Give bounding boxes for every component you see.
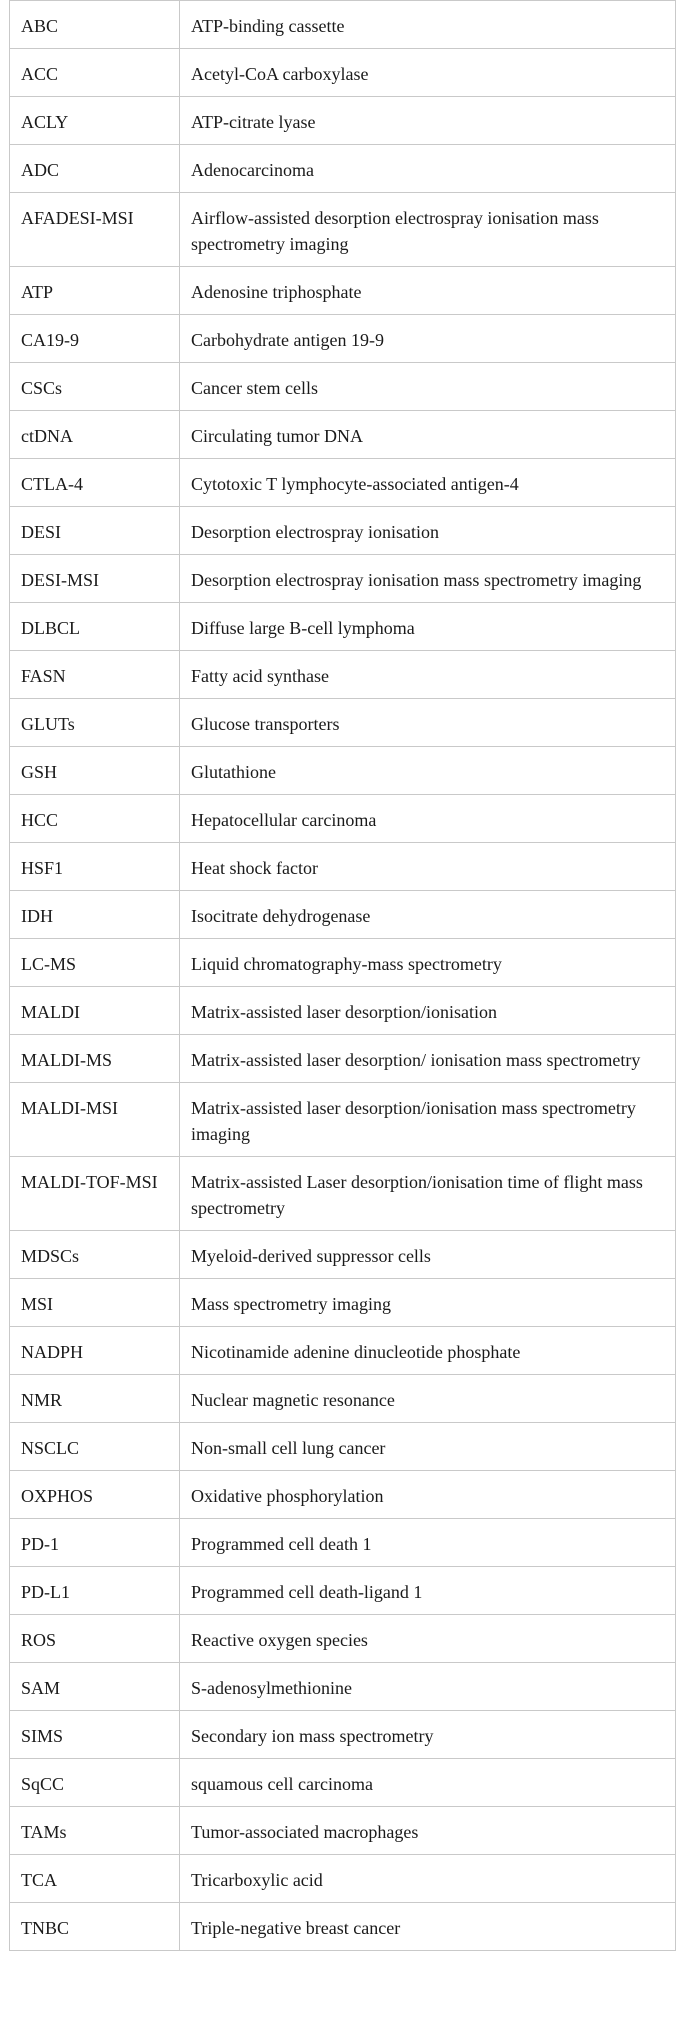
table-row: [10, 1759, 676, 1807]
abbreviation-cell: PD-L1: [10, 1567, 180, 1615]
definition-cell: Programmed cell death-ligand 1: [180, 1567, 676, 1615]
abbreviation-cell: TNBC: [10, 1903, 180, 1951]
abbreviation-cell: GSH: [10, 747, 180, 795]
table-row: [10, 555, 676, 603]
definition-cell: Circulating tumor DNA: [180, 411, 676, 459]
table-row: [10, 1711, 676, 1759]
definition-cell: Mass spectrometry imaging: [180, 1279, 676, 1327]
definition-cell: Glutathione: [180, 747, 676, 795]
table-row: [10, 1157, 676, 1231]
abbreviations-table: [9, 0, 676, 1951]
table-row: [10, 1375, 676, 1423]
table-row: [10, 49, 676, 97]
abbreviations-table-body: [10, 1, 676, 1951]
abbreviation-cell: HCC: [10, 795, 180, 843]
definition-cell: Adenosine triphosphate: [180, 267, 676, 315]
table-row: [10, 1567, 676, 1615]
definition-cell: Liquid chromatography-mass spectrometry: [180, 939, 676, 987]
table-row: [10, 1855, 676, 1903]
table-row: [10, 795, 676, 843]
table-row: [10, 1471, 676, 1519]
abbreviation-cell: DESI-MSI: [10, 555, 180, 603]
abbreviation-cell: MALDI-MS: [10, 1035, 180, 1083]
abbreviation-cell: FASN: [10, 651, 180, 699]
definition-cell: Tumor-associated macrophages: [180, 1807, 676, 1855]
table-row: [10, 843, 676, 891]
table-row: [10, 193, 676, 267]
table-row: [10, 987, 676, 1035]
definition-cell: Cancer stem cells: [180, 363, 676, 411]
definition-cell: S-adenosylmethionine: [180, 1663, 676, 1711]
abbreviation-cell: IDH: [10, 891, 180, 939]
abbreviation-cell: TCA: [10, 1855, 180, 1903]
abbreviation-cell: NMR: [10, 1375, 180, 1423]
table-row: [10, 1519, 676, 1567]
table-row: [10, 651, 676, 699]
abbreviation-cell: OXPHOS: [10, 1471, 180, 1519]
abbreviation-cell: SIMS: [10, 1711, 180, 1759]
definition-cell: Matrix-assisted laser desorption/ionisation mass spectrometry imaging: [180, 1083, 676, 1157]
definition-cell: Airflow-assisted desorption electrospray ionisation mass spectrometry imaging: [180, 193, 676, 267]
table-row: [10, 603, 676, 651]
table-row: [10, 1423, 676, 1471]
table-row: [10, 1279, 676, 1327]
table-row: [10, 1903, 676, 1951]
table-row: [10, 699, 676, 747]
table-row: [10, 1327, 676, 1375]
abbreviation-cell: CTLA-4: [10, 459, 180, 507]
abbreviation-cell: DESI: [10, 507, 180, 555]
abbreviation-cell: CA19-9: [10, 315, 180, 363]
definition-cell: Oxidative phosphorylation: [180, 1471, 676, 1519]
definition-cell: Cytotoxic T lymphocyte-associated antigen-4: [180, 459, 676, 507]
definition-cell: Non-small cell lung cancer: [180, 1423, 676, 1471]
definition-cell: squamous cell carcinoma: [180, 1759, 676, 1807]
abbreviation-cell: NSCLC: [10, 1423, 180, 1471]
definition-cell: Nuclear magnetic resonance: [180, 1375, 676, 1423]
table-row: [10, 97, 676, 145]
abbreviation-cell: MALDI-MSI: [10, 1083, 180, 1157]
abbreviation-cell: ADC: [10, 145, 180, 193]
abbreviation-cell: SAM: [10, 1663, 180, 1711]
abbreviation-cell: ABC: [10, 1, 180, 49]
table-row: [10, 1035, 676, 1083]
definition-cell: Hepatocellular carcinoma: [180, 795, 676, 843]
abbreviation-cell: GLUTs: [10, 699, 180, 747]
abbreviation-cell: AFADESI-MSI: [10, 193, 180, 267]
definition-cell: Tricarboxylic acid: [180, 1855, 676, 1903]
abbreviation-cell: TAMs: [10, 1807, 180, 1855]
abbreviation-cell: ROS: [10, 1615, 180, 1663]
table-row: [10, 507, 676, 555]
table-row: [10, 411, 676, 459]
definition-cell: Adenocarcinoma: [180, 145, 676, 193]
definition-cell: Isocitrate dehydrogenase: [180, 891, 676, 939]
definition-cell: Desorption electrospray ionisation: [180, 507, 676, 555]
definition-cell: ATP-binding cassette: [180, 1, 676, 49]
table-row: [10, 145, 676, 193]
table-row: [10, 363, 676, 411]
definition-cell: Desorption electrospray ionisation mass spectrometry imaging: [180, 555, 676, 603]
abbreviation-cell: CSCs: [10, 363, 180, 411]
table-row: [10, 1615, 676, 1663]
table-row: [10, 459, 676, 507]
table-row: [10, 1807, 676, 1855]
definition-cell: Matrix-assisted laser desorption/ ionisation mass spectrometry: [180, 1035, 676, 1083]
abbreviation-cell: SqCC: [10, 1759, 180, 1807]
abbreviation-cell: ctDNA: [10, 411, 180, 459]
definition-cell: Matrix-assisted laser desorption/ionisation: [180, 987, 676, 1035]
abbreviation-cell: NADPH: [10, 1327, 180, 1375]
table-row: [10, 1, 676, 49]
definition-cell: Matrix-assisted Laser desorption/ionisation time of flight mass spectrometry: [180, 1157, 676, 1231]
definition-cell: Myeloid-derived suppressor cells: [180, 1231, 676, 1279]
abbreviation-cell: MALDI-TOF-MSI: [10, 1157, 180, 1231]
table-row: [10, 891, 676, 939]
definition-cell: Carbohydrate antigen 19-9: [180, 315, 676, 363]
table-row: [10, 1231, 676, 1279]
abbreviation-cell: DLBCL: [10, 603, 180, 651]
definition-cell: Secondary ion mass spectrometry: [180, 1711, 676, 1759]
table-row: [10, 1663, 676, 1711]
definition-cell: Reactive oxygen species: [180, 1615, 676, 1663]
abbreviation-cell: HSF1: [10, 843, 180, 891]
abbreviation-cell: ACLY: [10, 97, 180, 145]
definition-cell: Nicotinamide adenine dinucleotide phosphate: [180, 1327, 676, 1375]
abbreviation-cell: ACC: [10, 49, 180, 97]
definition-cell: Diffuse large B-cell lymphoma: [180, 603, 676, 651]
abbreviation-cell: MALDI: [10, 987, 180, 1035]
definition-cell: Triple-negative breast cancer: [180, 1903, 676, 1951]
table-row: [10, 939, 676, 987]
abbreviation-cell: MDSCs: [10, 1231, 180, 1279]
abbreviation-cell: ATP: [10, 267, 180, 315]
table-row: [10, 267, 676, 315]
table-row: [10, 315, 676, 363]
abbreviation-cell: MSI: [10, 1279, 180, 1327]
abbreviation-cell: PD-1: [10, 1519, 180, 1567]
definition-cell: Acetyl-CoA carboxylase: [180, 49, 676, 97]
table-row: [10, 1083, 676, 1157]
definition-cell: Glucose transporters: [180, 699, 676, 747]
definition-cell: Programmed cell death 1: [180, 1519, 676, 1567]
definition-cell: Heat shock factor: [180, 843, 676, 891]
definition-cell: ATP-citrate lyase: [180, 97, 676, 145]
table-row: [10, 747, 676, 795]
abbreviation-cell: LC-MS: [10, 939, 180, 987]
definition-cell: Fatty acid synthase: [180, 651, 676, 699]
